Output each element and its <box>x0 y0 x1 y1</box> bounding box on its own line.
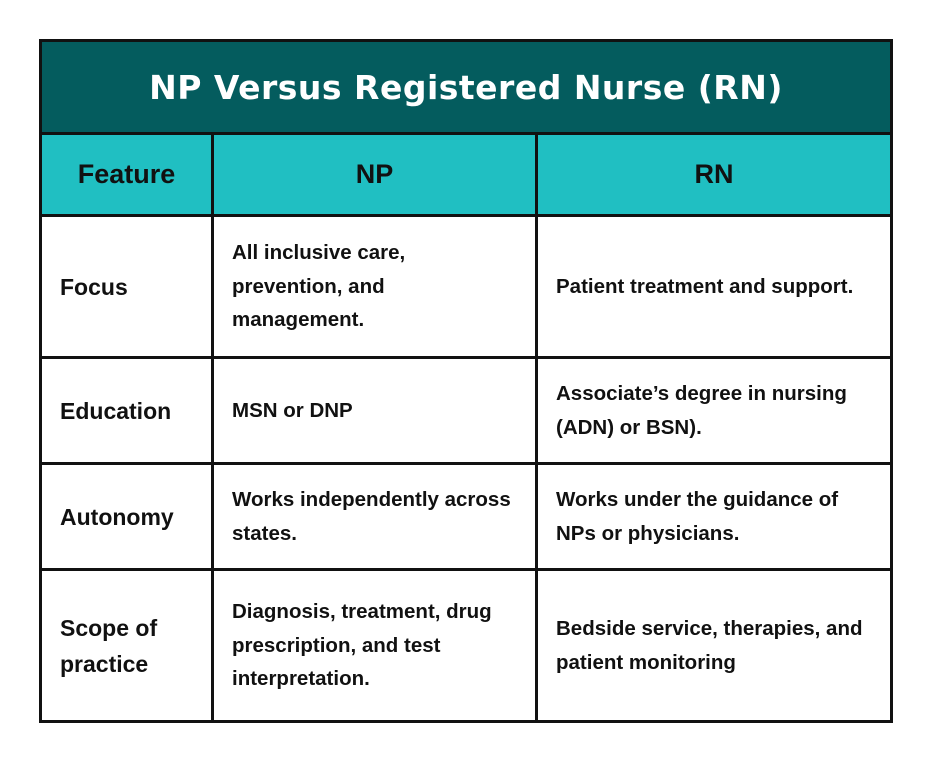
header-rn: RN <box>538 135 890 217</box>
row-scope-rn: Bedside service, therapies, and patient monitoring <box>556 617 863 674</box>
row-education-feature: Education <box>42 359 214 465</box>
row-autonomy-feature: Autonomy <box>42 465 214 571</box>
header-np: NP <box>214 135 538 217</box>
row-focus-feature: Focus <box>42 217 214 359</box>
row-autonomy-rn: Works under the guidance of NPs or physicians. <box>538 465 890 571</box>
row-education-np: MSN or DNP <box>214 359 538 465</box>
comparison-table <box>39 39 893 723</box>
row-education-rn: Associate’s degree in nursing (ADN) or BSN). <box>538 359 890 465</box>
row-focus-rn: Patient treatment and support. <box>538 217 890 359</box>
table-grid <box>42 135 890 720</box>
row-scope-np: Diagnosis, treatment, drug prescription, and test interpretation. <box>214 571 538 720</box>
row-focus-np: All inclusive care, prevention, and management. <box>214 217 538 359</box>
row-scope-feature: Scope of practice <box>42 571 214 720</box>
header-feature: Feature <box>42 135 214 217</box>
row-autonomy-np: Works independently across states. <box>214 465 538 571</box>
table-title: NP Versus Registered Nurse (RN) <box>42 42 890 135</box>
